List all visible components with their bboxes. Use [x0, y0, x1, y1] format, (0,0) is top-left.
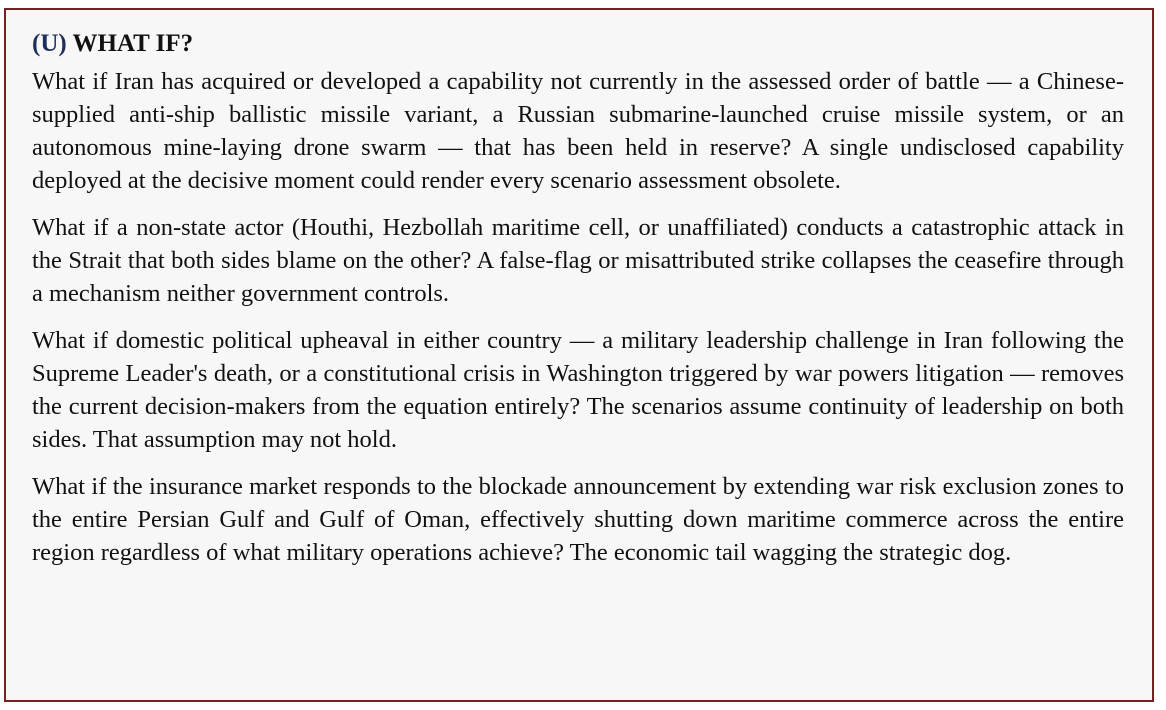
callout-heading	[32, 28, 1124, 60]
callout-title: WHAT IF?	[72, 30, 194, 57]
classification-marking: (U)	[32, 30, 67, 57]
callout-paragraph-1: What if Iran has acquired or developed a capability not currently in the assessed order of battle — a Chinese-supplied anti-ship ballistic missile variant, a Russian submarine-launched cruise missile system, or an autonomous mine-laying drone swarm — that has been held in reserve? A single undisclosed capability deployed at the decisive moment could render every scenario assessment obsolete.	[32, 68, 1124, 194]
what-if-callout-box	[4, 8, 1154, 702]
callout-paragraph-3: What if domestic political upheaval in either country — a military leadership challenge in Iran following the Supreme Leader's death, or a constitutional crisis in Washington triggered by war powers litigation — removes the current decision-makers from the equation entirely? The scenarios assume continuity of leadership on both sides. That assumption may not hold.	[32, 327, 1124, 453]
callout-paragraph-4: What if the insurance market responds to the blockade announcement by extending war risk exclusion zones to the entire Persian Gulf and Gulf of Oman, effectively shutting down maritime commerce across the entire region regardless of what military operations achieve? The economic tail wagging the strategic dog.	[32, 473, 1124, 566]
callout-paragraph-2: What if a non-state actor (Houthi, Hezbollah maritime cell, or unaffiliated) conducts a catastrophic attack in the Strait that both sides blame on the other? A false-flag or misattributed strike collapses the ceasefire through a mechanism neither government controls.	[32, 214, 1124, 307]
